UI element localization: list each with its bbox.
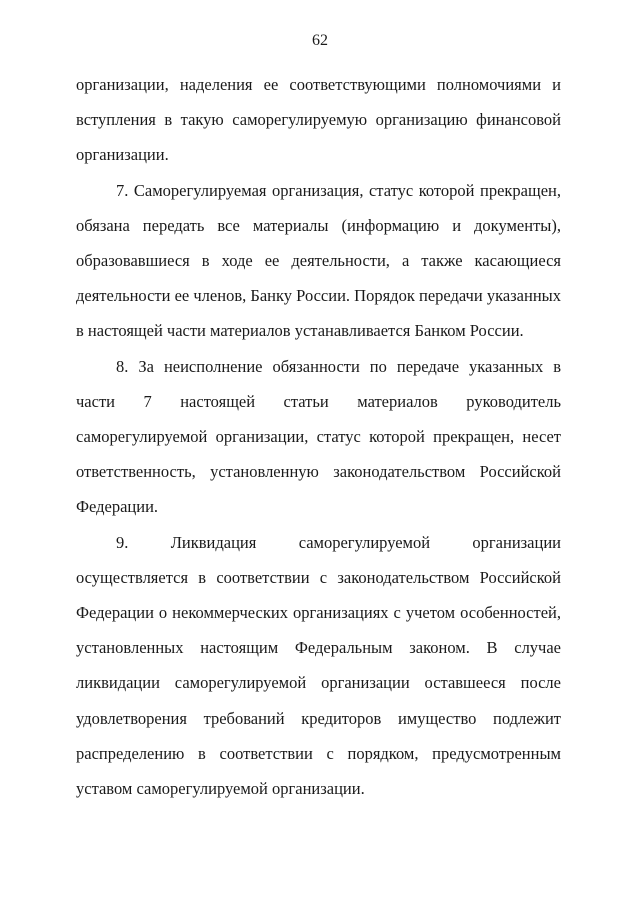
paragraph-continuation: организации, наделения ее соответствующими полномочиями и вступления в такую саморегулируемую организацию финансовой организации.	[76, 75, 561, 165]
paragraph-part-9: 9. Ликвидация саморегулируемой организации осуществляется в соответствии с законодательством Российской Федерации о некоммерческих организациях с учетом особенностей, установленных настоящим Федеральным законом. В случае ликвидации саморегулируемой организации оставшееся после удовлетворения требований кредиторов имущество подлежит распределению в соответствии с порядком, предусмотренным уставом саморегулируемой организации.	[76, 532, 561, 799]
paragraph-part-8: 8. За неисполнение обязанности по передаче указанных в части 7 настоящей статьи материалов руководитель саморегулируемой организации, статус которой прекращен, несет ответственность, установленную законодательством Российской Федерации.	[76, 356, 561, 517]
paragraph-part-7: 7. Саморегулируемая организация, статус которой прекращен, обязана передать все материалы (информацию и документы), образовавшиеся в ходе ее деятельности, а также касающиеся деятельности ее членов, Банку России. Порядок передачи указанных в настоящей части материалов устанавливается Банком России.	[76, 180, 561, 341]
page-number: 62	[312, 32, 328, 49]
document-body	[76, 67, 561, 806]
